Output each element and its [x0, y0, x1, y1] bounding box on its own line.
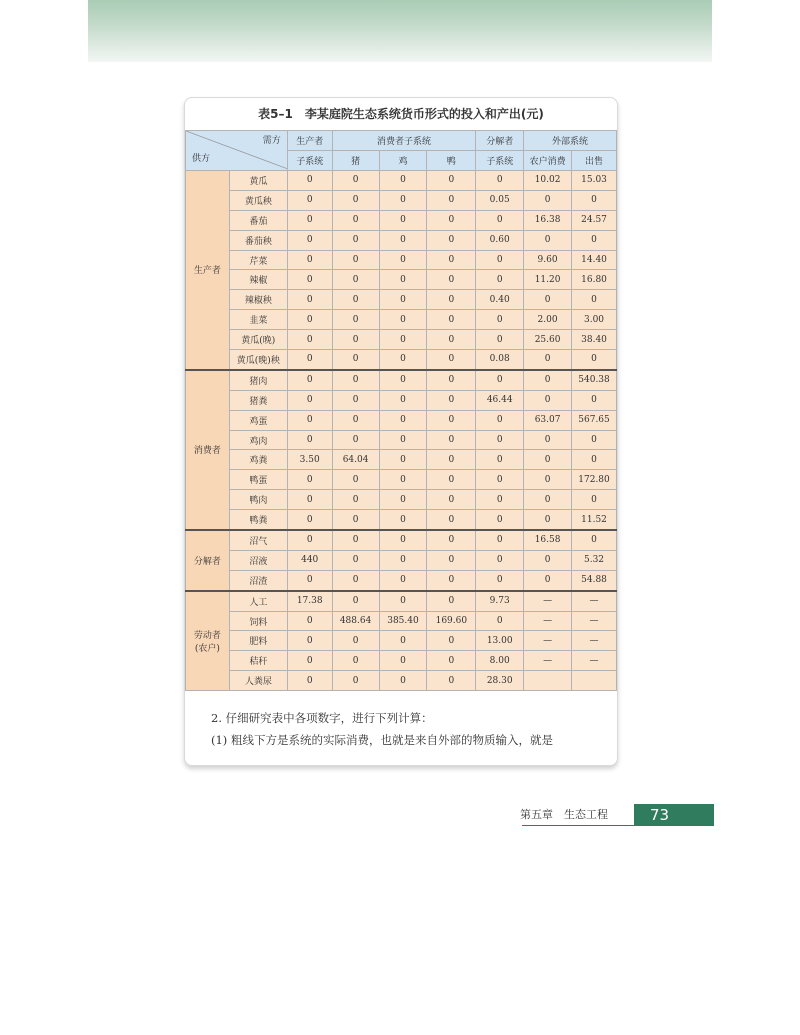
row-item-label: 沼气 — [229, 530, 287, 550]
pig-header: 猪 — [332, 151, 379, 171]
table-cell: 0 — [287, 410, 332, 430]
table-cell: 0 — [379, 270, 427, 290]
table-cell: 10.02 — [524, 171, 572, 191]
table-cell: 540.38 — [572, 370, 617, 390]
table-cell: 0 — [332, 210, 379, 230]
table-cell: 0 — [427, 631, 476, 651]
table-cell: 0 — [572, 450, 617, 470]
table-cell: 0 — [427, 171, 476, 191]
table-cell: 0.05 — [476, 190, 524, 210]
table-cell: 0 — [379, 631, 427, 651]
table-cell: 0 — [379, 470, 427, 490]
row-item-label: 鸭蛋 — [229, 470, 287, 490]
table-cell: 0 — [379, 450, 427, 470]
table-row — [186, 430, 617, 450]
row-item-label: 鸭粪 — [229, 510, 287, 530]
table-cell: 0.60 — [476, 230, 524, 250]
table-cell: 0 — [427, 530, 476, 550]
table-cell: 0 — [572, 390, 617, 410]
table-cell: 0 — [287, 171, 332, 191]
table-title-text: 李某庭院生态系统货币形式的投入和产出(元) — [304, 107, 544, 121]
table-cell: 0 — [572, 350, 617, 370]
table-cell: 0 — [287, 470, 332, 490]
table-cell: 0 — [379, 190, 427, 210]
sale-header: 出售 — [572, 151, 617, 171]
table-cell: 0 — [427, 210, 476, 230]
table-row — [186, 611, 617, 631]
table-cell: 0 — [524, 290, 572, 310]
table-cell: 0 — [287, 370, 332, 390]
table-cell: 0 — [572, 190, 617, 210]
table-body — [186, 171, 617, 691]
table-cell: 0 — [332, 250, 379, 270]
table-cell: 0 — [476, 310, 524, 330]
table-cell: 169.60 — [427, 611, 476, 631]
table-cell: 8.00 — [476, 651, 524, 671]
supply-label: 供方 — [192, 154, 211, 164]
table-cell: 13.00 — [476, 631, 524, 651]
producer-header-top: 生产者 — [287, 131, 332, 151]
row-item-label: 番茄 — [229, 210, 287, 230]
row-item-label: 鸡肉 — [229, 430, 287, 450]
table-cell: 0 — [524, 390, 572, 410]
table-cell: 14.40 — [572, 250, 617, 270]
row-item-label: 人粪尿 — [229, 671, 287, 691]
table-cell: 0 — [427, 410, 476, 430]
table-cell: 0 — [332, 230, 379, 250]
table-row — [186, 671, 617, 691]
row-item-label: 秸秆 — [229, 651, 287, 671]
table-cell: — — [524, 591, 572, 611]
table-cell: 16.38 — [524, 210, 572, 230]
table-cell: 0 — [332, 430, 379, 450]
table-cell: 0 — [332, 530, 379, 550]
row-item-label: 猪肉 — [229, 370, 287, 390]
question-line-2: (1) 粗线下方是系统的实际消费，也就是来自外部的物质输入，就是 — [211, 733, 553, 747]
table-row — [186, 350, 617, 370]
table-cell: 0 — [332, 390, 379, 410]
table-cell: 11.20 — [524, 270, 572, 290]
table-title — [185, 105, 617, 122]
table-cell: 0 — [427, 190, 476, 210]
table-cell: 0 — [379, 390, 427, 410]
group-label: 消费者 — [186, 370, 230, 530]
table-row — [186, 290, 617, 310]
table-cell: 0 — [332, 350, 379, 370]
table-card — [184, 97, 618, 766]
table-cell: 0 — [572, 490, 617, 510]
table-number: 表5–1 — [258, 107, 293, 121]
table-row — [186, 270, 617, 290]
table-cell: 0 — [427, 310, 476, 330]
table-cell: 0 — [379, 591, 427, 611]
table-cell: 0 — [524, 570, 572, 590]
table-cell: 0 — [427, 570, 476, 590]
table-cell: 0 — [332, 631, 379, 651]
table-cell: 0 — [287, 530, 332, 550]
data-table — [185, 130, 617, 691]
table-cell: 0 — [287, 330, 332, 350]
row-item-label: 黄瓜(晚) — [229, 330, 287, 350]
table-row — [186, 390, 617, 410]
table-cell: 0 — [379, 350, 427, 370]
table-cell: 0 — [572, 430, 617, 450]
table-cell: 0 — [476, 490, 524, 510]
table-cell: 0 — [332, 270, 379, 290]
table-cell: 0 — [524, 550, 572, 570]
table-cell: — — [572, 611, 617, 631]
row-item-label: 肥料 — [229, 631, 287, 651]
table-cell: 0 — [524, 450, 572, 470]
row-item-label: 猪粪 — [229, 390, 287, 410]
table-cell: 0 — [287, 310, 332, 330]
table-cell: 0 — [332, 510, 379, 530]
table-cell: 0 — [572, 530, 617, 550]
group-label-line: (农户) — [194, 643, 220, 654]
chicken-header: 鸡 — [379, 151, 427, 171]
table-cell: 54.88 — [572, 570, 617, 590]
table-cell: 0.40 — [476, 290, 524, 310]
table-cell: 0 — [476, 550, 524, 570]
table-row — [186, 330, 617, 350]
table-cell: 17.38 — [287, 591, 332, 611]
row-item-label: 饲料 — [229, 611, 287, 631]
table-cell: 0 — [379, 230, 427, 250]
table-cell: 0 — [476, 611, 524, 631]
table-cell: 0 — [287, 671, 332, 691]
table-cell: 15.03 — [572, 171, 617, 191]
table-cell: 0 — [287, 651, 332, 671]
table-cell: 0 — [379, 671, 427, 691]
table-cell: 0 — [379, 550, 427, 570]
table-cell: 0 — [476, 330, 524, 350]
row-item-label: 人工 — [229, 591, 287, 611]
table-cell: 0 — [379, 490, 427, 510]
table-cell: 0 — [332, 330, 379, 350]
need-label: 需方 — [262, 136, 281, 146]
table-row — [186, 370, 617, 390]
table-cell: 0 — [287, 570, 332, 590]
row-item-label: 鸡蛋 — [229, 410, 287, 430]
table-cell: 0 — [476, 430, 524, 450]
household-header: 农户消费 — [524, 151, 572, 171]
table-cell: 0 — [332, 190, 379, 210]
table-cell: 0 — [524, 350, 572, 370]
table-row — [186, 190, 617, 210]
table-cell: 440 — [287, 550, 332, 570]
table-cell: 0 — [524, 370, 572, 390]
table-cell: 0 — [427, 651, 476, 671]
group-label: 分解者 — [186, 530, 230, 591]
table-cell: 0 — [379, 210, 427, 230]
table-cell: — — [524, 651, 572, 671]
row-item-label: 芹菜 — [229, 250, 287, 270]
table-cell: 0 — [379, 570, 427, 590]
group-label — [186, 591, 230, 691]
table-cell: 0 — [427, 450, 476, 470]
table-row — [186, 310, 617, 330]
corner-header-cell — [186, 131, 288, 171]
table-cell: 172.80 — [572, 470, 617, 490]
table-cell: 0 — [332, 651, 379, 671]
group-label-line: 劳动者 — [193, 630, 221, 641]
table-cell: 0 — [287, 510, 332, 530]
table-cell: 0 — [427, 510, 476, 530]
table-cell: 11.52 — [572, 510, 617, 530]
decomposer-header-bottom: 子系统 — [476, 151, 524, 171]
row-item-label: 辣椒 — [229, 270, 287, 290]
table-cell: — — [572, 651, 617, 671]
table-row — [186, 410, 617, 430]
decomposer-header-top: 分解者 — [476, 131, 524, 151]
table-cell: 2.00 — [524, 310, 572, 330]
table-cell: 0 — [332, 591, 379, 611]
table-cell: 0 — [379, 370, 427, 390]
table-cell: — — [572, 591, 617, 611]
table-cell: 0 — [476, 450, 524, 470]
table-cell: 488.64 — [332, 611, 379, 631]
table-cell: 0 — [476, 570, 524, 590]
table-row — [186, 530, 617, 550]
table-cell: 38.40 — [572, 330, 617, 350]
row-item-label: 黄瓜(晚)秧 — [229, 350, 287, 370]
table-cell: 0 — [332, 310, 379, 330]
table-cell: 0 — [524, 490, 572, 510]
table-cell: 0 — [379, 430, 427, 450]
table-cell: 0 — [379, 250, 427, 270]
table-row — [186, 470, 617, 490]
row-item-label: 鸭肉 — [229, 490, 287, 510]
producer-header-bottom: 子系统 — [287, 151, 332, 171]
table-cell: 0 — [287, 270, 332, 290]
table-cell: 0 — [572, 230, 617, 250]
table-cell: 0 — [476, 250, 524, 270]
table-cell: 0 — [524, 230, 572, 250]
table-cell: 0 — [287, 250, 332, 270]
table-row — [186, 450, 617, 470]
table-cell: 0 — [476, 171, 524, 191]
table-cell: 0 — [427, 490, 476, 510]
table-cell: 0 — [427, 270, 476, 290]
table-cell: 0.08 — [476, 350, 524, 370]
table-cell: 3.50 — [287, 450, 332, 470]
table-cell: 0 — [427, 230, 476, 250]
page-header-band — [88, 0, 712, 62]
table-cell: 0 — [524, 470, 572, 490]
table-cell: 0 — [476, 210, 524, 230]
table-cell: 0 — [379, 330, 427, 350]
table-cell: 0 — [379, 530, 427, 550]
table-cell: 0 — [476, 410, 524, 430]
row-item-label: 鸡粪 — [229, 450, 287, 470]
table-row — [186, 631, 617, 651]
table-cell: 0 — [427, 250, 476, 270]
external-header: 外部系统 — [524, 131, 617, 151]
table-cell: 0 — [524, 510, 572, 530]
table-row — [186, 250, 617, 270]
page-number: 73 — [634, 804, 714, 826]
table-row — [186, 651, 617, 671]
table-cell: 0 — [524, 190, 572, 210]
table-cell: 0 — [287, 631, 332, 651]
table-cell: 0 — [287, 611, 332, 631]
table-cell: 0 — [332, 470, 379, 490]
table-row — [186, 230, 617, 250]
table-cell: 9.60 — [524, 250, 572, 270]
consumer-header: 消费者子系统 — [332, 131, 476, 151]
table-cell: 64.04 — [332, 450, 379, 470]
table-cell: 25.60 — [524, 330, 572, 350]
table-cell: 0 — [427, 390, 476, 410]
question-line-1: 2. 仔细研究表中各项数字，进行下列计算： — [211, 711, 433, 725]
row-item-label: 沼液 — [229, 550, 287, 570]
table-cell: 0 — [379, 310, 427, 330]
table-cell: 0 — [379, 510, 427, 530]
table-cell: 0 — [287, 210, 332, 230]
table-cell: 0 — [332, 370, 379, 390]
table-cell: 0 — [427, 671, 476, 691]
table-cell: 0 — [427, 290, 476, 310]
table-row — [186, 510, 617, 530]
table-cell: — — [524, 631, 572, 651]
table-cell: 0 — [332, 490, 379, 510]
table-cell: 0 — [332, 550, 379, 570]
table-cell: 16.80 — [572, 270, 617, 290]
table-cell: 0 — [379, 410, 427, 430]
table-cell: 0 — [379, 651, 427, 671]
table-cell: 0 — [332, 290, 379, 310]
table-cell: 9.73 — [476, 591, 524, 611]
table-cell: 0 — [427, 470, 476, 490]
table-cell: — — [572, 631, 617, 651]
table-cell: 0 — [287, 430, 332, 450]
table-cell — [572, 671, 617, 691]
table-cell: 0 — [287, 350, 332, 370]
table-row — [186, 210, 617, 230]
table-cell: 385.40 — [379, 611, 427, 631]
table-cell: 0 — [524, 430, 572, 450]
table-cell: 567.65 — [572, 410, 617, 430]
table-cell: 0 — [476, 270, 524, 290]
table-cell: 28.30 — [476, 671, 524, 691]
table-cell: 0 — [287, 190, 332, 210]
table-cell: 0 — [476, 370, 524, 390]
row-item-label: 黄瓜 — [229, 171, 287, 191]
table-cell: 24.57 — [572, 210, 617, 230]
table-cell: 3.00 — [572, 310, 617, 330]
table-cell — [524, 671, 572, 691]
table-cell: 0 — [287, 390, 332, 410]
table-cell: 0 — [427, 350, 476, 370]
table-cell: 0 — [476, 510, 524, 530]
row-item-label: 番茄秧 — [229, 230, 287, 250]
footer-rule — [522, 825, 634, 826]
table-cell: 0 — [476, 530, 524, 550]
table-cell: 0 — [287, 490, 332, 510]
table-cell: 0 — [427, 430, 476, 450]
table-cell: 0 — [427, 550, 476, 570]
duck-header: 鸭 — [427, 151, 476, 171]
row-item-label: 沼渣 — [229, 570, 287, 590]
table-cell: 0 — [287, 230, 332, 250]
table-cell: 0 — [332, 171, 379, 191]
chapter-label: 第五章 生态工程 — [520, 808, 608, 821]
table-cell: 0 — [427, 370, 476, 390]
table-cell: — — [524, 611, 572, 631]
table-cell: 0 — [287, 290, 332, 310]
table-row — [186, 171, 617, 191]
table-cell: 46.44 — [476, 390, 524, 410]
row-item-label: 辣椒秧 — [229, 290, 287, 310]
table-cell: 0 — [572, 290, 617, 310]
table-cell: 0 — [332, 410, 379, 430]
table-cell: 0 — [332, 570, 379, 590]
table-cell: 0 — [379, 171, 427, 191]
row-item-label: 韭菜 — [229, 310, 287, 330]
table-cell: 0 — [332, 671, 379, 691]
table-row — [186, 570, 617, 590]
table-cell: 0 — [476, 470, 524, 490]
table-row — [186, 490, 617, 510]
table-cell: 0 — [427, 330, 476, 350]
table-row — [186, 550, 617, 570]
table-cell: 16.58 — [524, 530, 572, 550]
table-row — [186, 591, 617, 611]
group-label: 生产者 — [186, 171, 230, 370]
table-cell: 63.07 — [524, 410, 572, 430]
table-cell: 0 — [379, 290, 427, 310]
table-cell: 5.32 — [572, 550, 617, 570]
row-item-label: 黄瓜秧 — [229, 190, 287, 210]
table-cell: 0 — [427, 591, 476, 611]
